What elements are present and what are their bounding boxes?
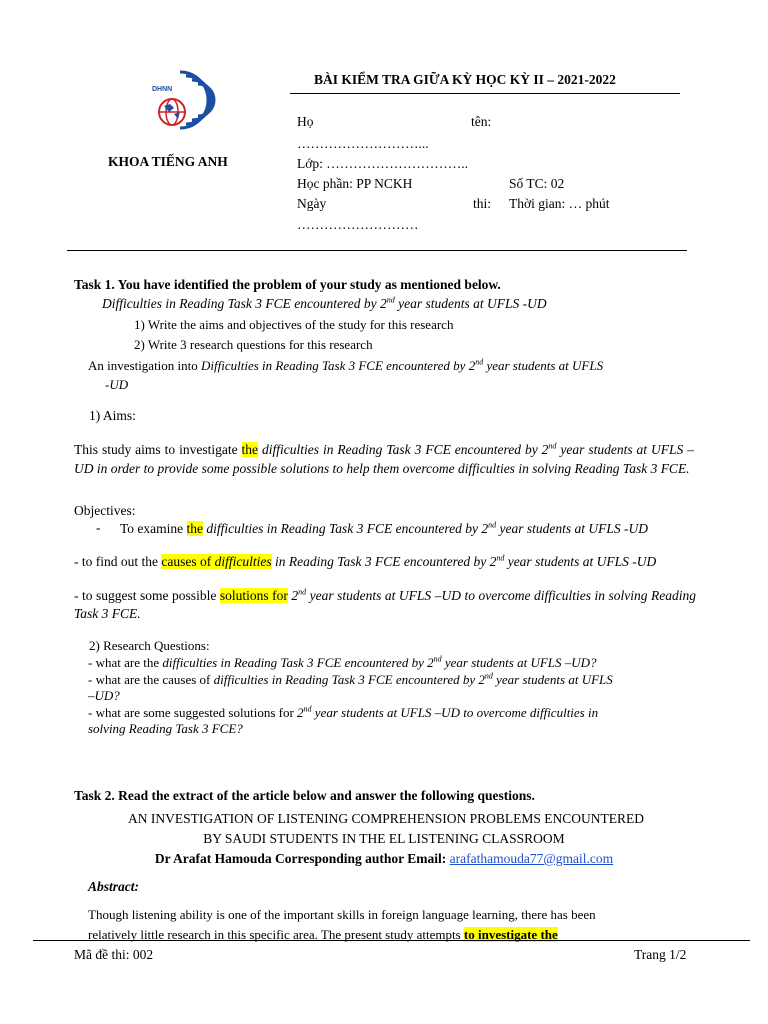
header-divider [67,250,687,251]
article-title-line-2: BY SAUDI STUDENTS IN THE EL LISTENING CLASSROOM [203,831,565,846]
research-question-2: - what are the causes of difficulties in Reading Task 3 FCE encountered by 2nd year students at UFLS [88,671,613,687]
task1-topic: Difficulties in Reading Task 3 FCE encountered by 2nd year students at UFLS -UD [102,295,547,311]
course-field: Học phần: PP NCKH [297,176,413,191]
task2-heading: Task 2. Read the extract of the article below and answer the following questions. [74,788,535,803]
date-field-dots: ……………………… [297,217,419,232]
research-question-2-cont: –UD? [88,688,120,703]
objectives-label: Objectives: [74,503,136,518]
task1-heading: Task 1. You have identified the problem of your study as mentioned below. [74,277,501,292]
name-field-dots: ………………………... [297,136,429,151]
thi-label: thi: [473,196,492,211]
research-questions-label: 2) Research Questions: [89,638,210,653]
ho-label: Họ [297,114,314,129]
article-author: Dr Arafat Hamouda Corresponding author Email: arafathamouda77@gmail.com [154,851,614,866]
time-field: Thời gian: … phút [509,196,610,211]
date-label: Ngày [297,196,327,211]
abstract-label: Abstract: [88,879,140,894]
exam-title: BÀI KIỂM TRA GIỮA KỲ HỌC KỲ II – 2021-2022 [314,72,616,87]
task1-item-2: 2) Write 3 research questions for this research [134,337,373,352]
logo-text: DHNN [152,86,173,93]
investigation-title: An investigation into Difficulties in Reading Task 3 FCE encountered by 2nd year students at UFLS [88,357,604,373]
task1-item-1: 1) Write the aims and objectives of the study for this research [134,317,454,332]
article-title-line-1: AN INVESTIGATION OF LISTENING COMPREHENSION PROBLEMS ENCOUNTERED [128,811,644,826]
objective-3: - to suggest some possible solutions for 2nd year students at UFLS –UD to overcome difficulties in solving Reading Task 3 FCE. [74,587,696,621]
research-question-3: - what are some suggested solutions for 2nd year students at UFLS –UD to overcome difficulties in [88,704,599,720]
globe-logo-icon [150,66,216,136]
title-underline [290,93,680,94]
objective-2: - to find out the causes of difficulties in Reading Task 3 FCE encountered by 2nd year students at UFLS -UD [74,553,657,569]
ten-label: tên: [471,114,492,129]
credits-field: Số TC: 02 [509,176,565,191]
aims-paragraph: This study aims to investigate the difficulties in Reading Task 3 FCE encountered by 2nd year students at UFLS –UD in order to provide some possible solutions to help them overcome difficulties in solving Reading Task 3 FCE. [74,441,694,476]
faculty-name: KHOA TIẾNG ANH [108,154,228,169]
exam-code: Mã đề thi: 002 [74,947,154,962]
research-question-1: - what are the difficulties in Reading Task 3 FCE encountered by 2nd year students at UFLS –UD? [88,654,597,670]
class-field: Lớp: ………………………….. [297,156,469,171]
author-email-link[interactable]: arafathamouda77@gmail.com [449,851,614,866]
research-question-3-cont: solving Reading Task 3 FCE? [88,721,243,736]
investigation-title-cont: -UD [105,377,129,392]
objective-1: To examine the difficulties in Reading Task 3 FCE encountered by 2nd year students at UFLS -UD [120,520,648,536]
page-number: Trang 1/2 [634,947,687,962]
abstract-line-1: Though listening ability is one of the important skills in foreign language learning, there has been [88,907,596,922]
university-logo [150,66,216,136]
abstract-line-2: relatively little research in this specific area. The present study attempts to investigate the [88,927,558,942]
objective-1-dash: - [96,520,101,535]
footer-divider [33,940,750,941]
aims-label: 1) Aims: [89,408,136,423]
